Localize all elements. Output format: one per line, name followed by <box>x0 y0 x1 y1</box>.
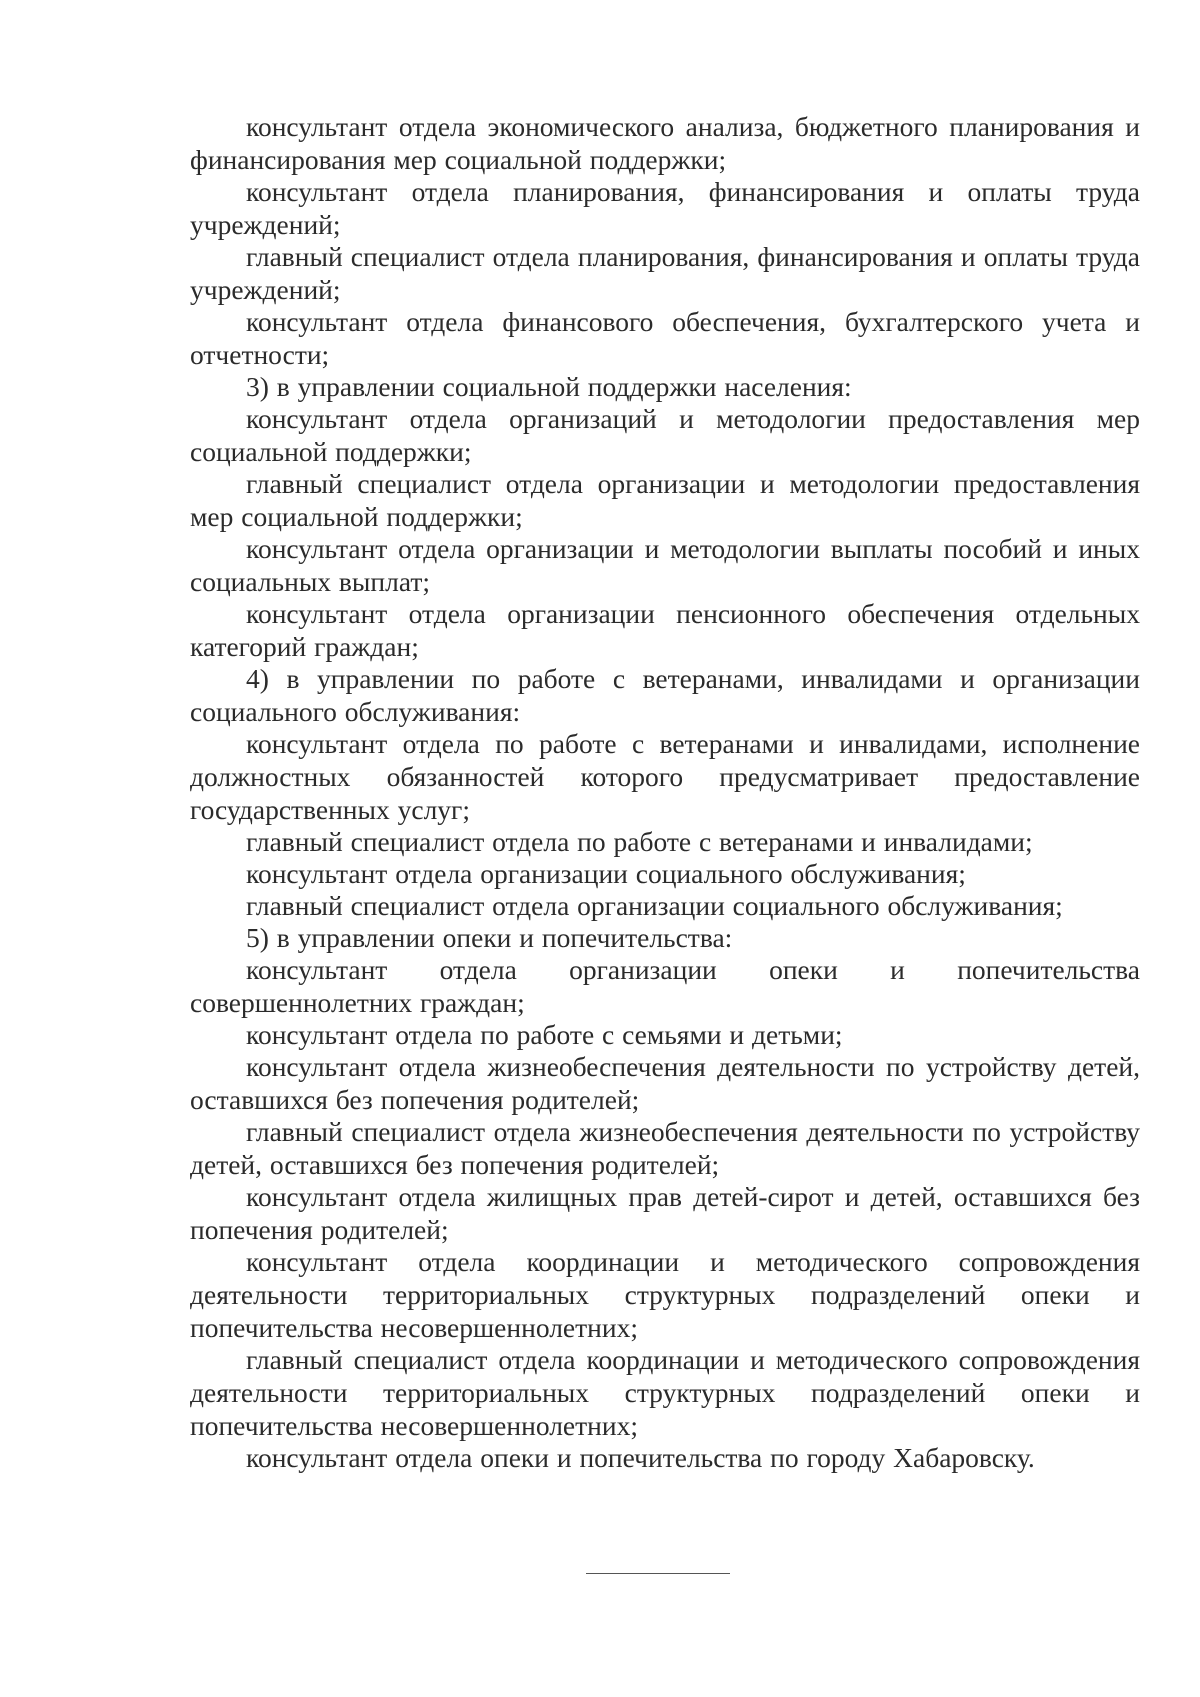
paragraph-12: главный специалист отдела по работе с ветеранами и инвалидами; <box>246 826 1033 857</box>
paragraph-19: главный специалист отдела жизнеобеспечения деятельности по устройству детей, оставшихся без попечения родителей; <box>190 1116 1140 1180</box>
document-body <box>190 110 1140 1474</box>
paragraph-8: консультант отдела организации и методологии выплаты пособий и иных социальных выплат; <box>190 533 1140 597</box>
paragraph-18: консультант отдела жизнеобеспечения деятельности по устройству детей, оставшихся без попечения родителей; <box>190 1051 1140 1115</box>
paragraph-9: консультант отдела организации пенсионного обеспечения отдельных категорий граждан; <box>190 598 1140 662</box>
paragraph-3: главный специалист отдела планирования, финансирования и оплаты труда учреждений; <box>190 241 1140 305</box>
section-heading-3: 3) в управлении социальной поддержки населения: <box>246 371 852 402</box>
paragraph-13: консультант отдела организации социального обслуживания; <box>246 858 966 889</box>
paragraph-21: консультант отдела координации и методического сопровождения деятельности территориальных структурных подразделений опеки и попечительства несовершеннолетних; <box>190 1246 1140 1343</box>
paragraph-14: главный специалист отдела организации социального обслуживания; <box>246 890 1063 921</box>
paragraph-6: консультант отдела организаций и методологии предоставления мер социальной поддержки; <box>190 403 1140 467</box>
paragraph-11: консультант отдела по работе с ветеранами и инвалидами, исполнение должностных обязанностей которого предусматривает предоставление государственных услуг; <box>190 728 1140 825</box>
end-divider-line <box>586 1573 730 1574</box>
paragraph-16: консультант отдела организации опеки и попечительства совершеннолетних граждан; <box>190 954 1140 1018</box>
paragraph-7: главный специалист отдела организации и методологии предоставления мер социальной поддержки; <box>190 468 1140 532</box>
paragraph-20: консультант отдела жилищных прав детей-сирот и детей, оставшихся без попечения родителей; <box>190 1181 1140 1245</box>
paragraph-22: главный специалист отдела координации и методического сопровождения деятельности территориальных структурных подразделений опеки и попечительства несовершеннолетних; <box>190 1344 1140 1441</box>
paragraph-2: консультант отдела планирования, финансирования и оплаты труда учреждений; <box>190 176 1140 240</box>
paragraph-1: консультант отдела экономического анализа, бюджетного планирования и финансирования мер социальной поддержки; <box>190 111 1140 175</box>
section-heading-4: 4) в управлении по работе с ветеранами, инвалидами и организации социального обслуживания: <box>190 663 1140 727</box>
paragraph-23: консультант отдела опеки и попечительства по городу Хабаровску. <box>246 1442 1035 1473</box>
section-heading-5: 5) в управлении опеки и попечительства: <box>246 922 733 953</box>
paragraph-4: консультант отдела финансового обеспечения, бухгалтерского учета и отчетности; <box>190 306 1140 370</box>
paragraph-17: консультант отдела по работе с семьями и детьми; <box>246 1019 843 1050</box>
